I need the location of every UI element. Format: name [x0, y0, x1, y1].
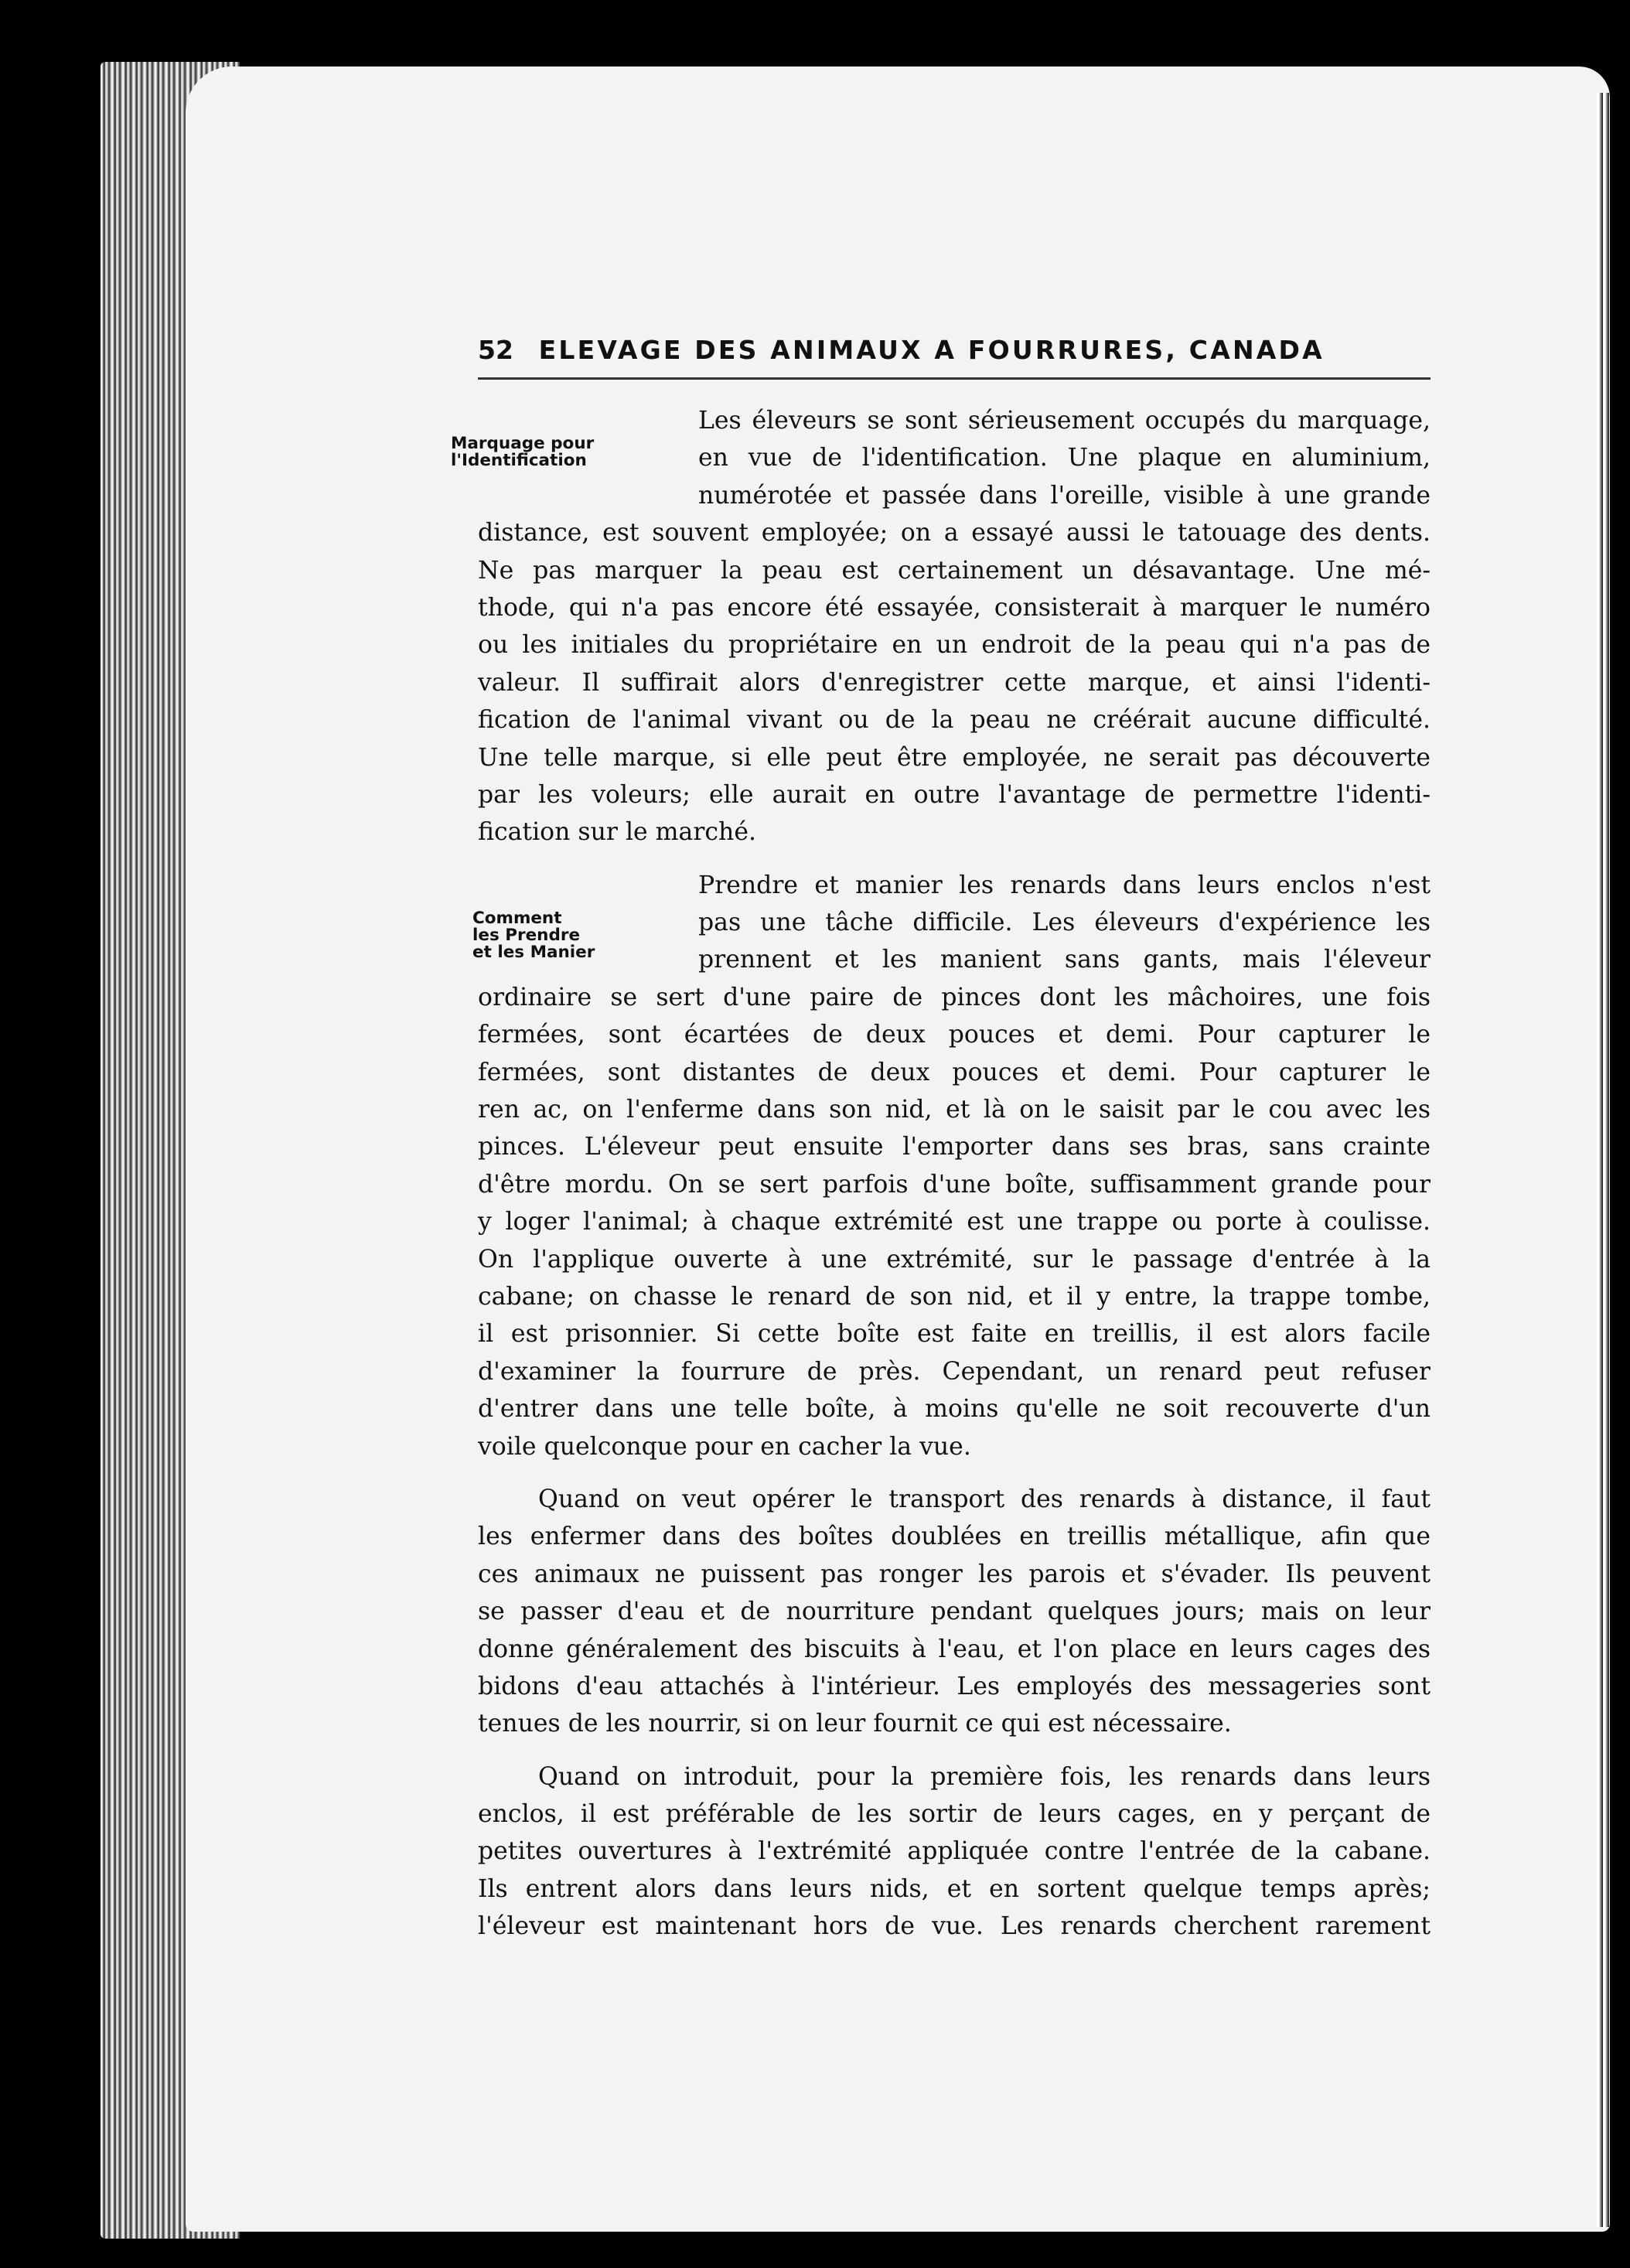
- text-line: Prendre et manier les renards dans leurs enclos n'est: [698, 871, 1431, 899]
- text-line: l'éleveur est maintenant hors de vue. Les renards cherchent rarement: [478, 1912, 1431, 1941]
- header-rule: [478, 377, 1431, 380]
- text-line: voile quelconque pour en cacher la vue.: [478, 1432, 971, 1461]
- running-header: [478, 335, 1431, 365]
- text-line: ren ac, on l'enferme dans son nid, et là on le saisit par le cou avec les: [478, 1096, 1431, 1124]
- text-line: Les éleveurs se sont sérieusement occupés du marquage,: [698, 407, 1431, 435]
- text-line: y loger l'animal; à chaque extrémité est une trappe ou porte à coulisse.: [478, 1208, 1431, 1236]
- text-line: Quand on veut opérer le transport des renards à distance, il faut: [538, 1485, 1431, 1513]
- paragraph-handling: [478, 867, 1431, 1465]
- body-text: [478, 402, 1431, 1946]
- text-line: Une telle marque, si elle peut être employée, ne serait pas découverte: [478, 743, 1431, 772]
- text-line: thode, qui n'a pas encore été essayée, consisterait à marquer le numéro: [478, 593, 1431, 622]
- text-line: d'entrer dans une telle boîte, à moins qu'elle ne soit recouverte d'un: [478, 1395, 1431, 1424]
- text-line: Ne pas marquer la peau est certainement un désavantage. Une mé-: [478, 556, 1431, 585]
- text-line: bidons d'eau attachés à l'intérieur. Les employés des messageries sont: [478, 1672, 1431, 1700]
- text-line: ordinaire se sert d'une paire de pinces dont les mâchoires, une fois: [478, 983, 1431, 1011]
- text-line: valeur. Il suffirait alors d'enregistrer cette marque, et ainsi l'identi-: [478, 668, 1431, 697]
- text-line: il est prisonnier. Si cette boîte est faite en treillis, il est alors facile: [478, 1320, 1431, 1349]
- text-line: d'examiner la fourrure de près. Cependant, un renard peut refuser: [478, 1357, 1431, 1386]
- running-title: ELEVAGE DES ANIMAUX A FOURRURES, CANADA: [538, 335, 1325, 365]
- text-line: ou les initiales du propriétaire en un endroit de la peau qui n'a pas de: [478, 631, 1431, 660]
- text-line: ces animaux ne puissent pas ronger les parois et s'évader. Ils peuvent: [478, 1560, 1431, 1588]
- text-line: enclos, il est préférable de les sortir de leurs cages, en y perçant de: [478, 1800, 1431, 1829]
- text-line: distance, est souvent employée; on a essayé aussi le tatouage des dents.: [478, 519, 1431, 547]
- text-line: par les voleurs; elle aurait en outre l'avantage de permettre l'identi-: [478, 780, 1431, 809]
- paragraph-introduction: [478, 1758, 1431, 1946]
- text-line: prennent et les manient sans gants, mais l'éleveur: [698, 946, 1431, 974]
- text-line: tenues de les nourrir, si on leur fournit ce qui est nécessaire.: [478, 1710, 1232, 1738]
- sidenote-line: Comment: [472, 909, 562, 928]
- text-line: les enfermer dans des boîtes doublées en treillis métallique, afin que: [478, 1523, 1431, 1551]
- text-line: numérotée et passée dans l'oreille, visible à une grande: [698, 481, 1431, 510]
- text-line: On l'applique ouverte à une extrémité, sur le passage d'entrée à la: [478, 1245, 1431, 1274]
- text-line: fermées, sont écartées de deux pouces et demi. Pour capturer le: [478, 1021, 1431, 1049]
- page-number: 52: [478, 335, 513, 365]
- paragraph-transport: [478, 1481, 1431, 1743]
- sidenote-line: et les Manier: [472, 943, 595, 962]
- text-line: fermées, sont distantes de deux pouces et demi. Pour capturer le: [478, 1058, 1431, 1086]
- text-line: fication de l'animal vivant ou de la peau ne créérait aucune difficulté.: [478, 706, 1431, 735]
- text-line: se passer d'eau et de nourriture pendant quelques jours; mais on leur: [478, 1598, 1431, 1626]
- sidenote-line: Marquage pour: [451, 434, 595, 453]
- sidenote-line: l'Identification: [451, 451, 587, 470]
- text-line: Ils entrent alors dans leurs nids, et en sortent quelque temps après;: [478, 1874, 1431, 1903]
- page-right-edge: [1597, 93, 1609, 2227]
- text-line: petites ouvertures à l'extrémité appliquée contre l'entrée de la cabane.: [478, 1837, 1431, 1866]
- paragraph-marking: [478, 402, 1431, 851]
- text-line: d'être mordu. On se sert parfois d'une boîte, suffisamment grande pour: [478, 1170, 1431, 1199]
- text-line: Quand on introduit, pour la première fois, les renards dans leurs: [538, 1762, 1431, 1791]
- sidenote-line: les Prendre: [472, 926, 581, 945]
- text-line: cabane; on chasse le renard de son nid, et il y entre, la trappe tombe,: [478, 1282, 1431, 1311]
- text-line: pas une tâche difficile. Les éleveurs d'expérience les: [698, 909, 1431, 937]
- text-line: en vue de l'identification. Une plaque en aluminium,: [698, 444, 1431, 472]
- text-line: donne généralement des biscuits à l'eau, et l'on place en leurs cages des: [478, 1635, 1431, 1663]
- text-line: pinces. L'éleveur peut ensuite l'emporter dans ses bras, sans crainte: [478, 1133, 1431, 1161]
- text-line: fication sur le marché.: [478, 818, 756, 847]
